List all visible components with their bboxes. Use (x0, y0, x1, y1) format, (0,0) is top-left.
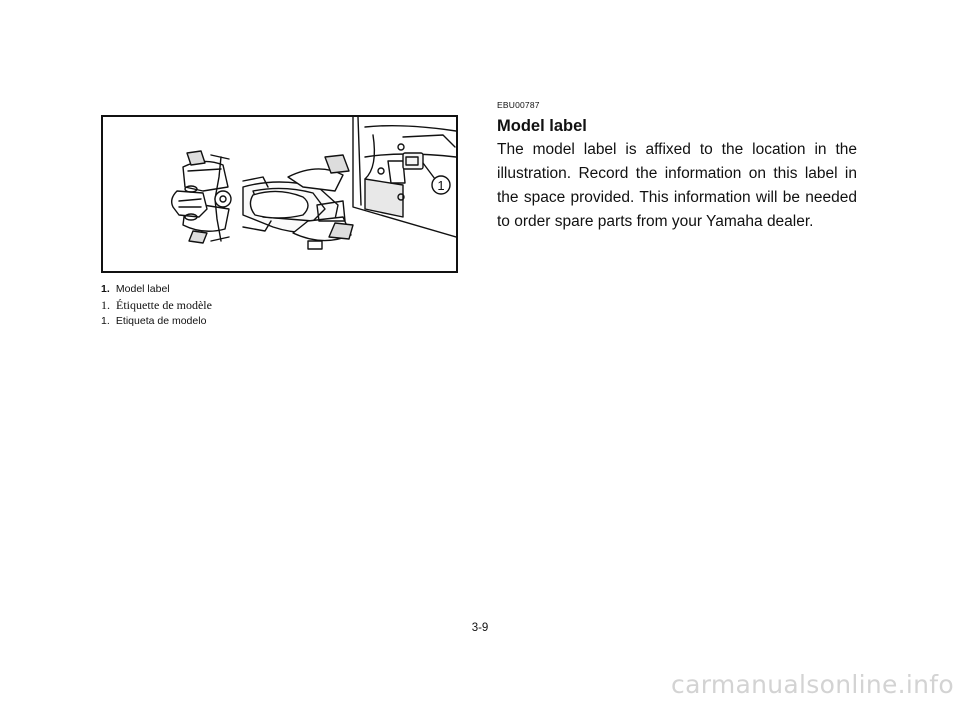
section-code: EBU00787 (497, 100, 540, 110)
caption-text: Etiqueta de modelo (115, 315, 207, 327)
caption-text: Model label (115, 283, 170, 295)
atv-top-view-icon (103, 117, 456, 271)
caption-number: 1. (101, 298, 110, 312)
caption-english (101, 281, 461, 297)
caption-french (101, 297, 461, 313)
page-number: 3-9 (471, 622, 489, 634)
section-heading: Model label (497, 117, 587, 135)
caption-spanish (101, 313, 461, 329)
watermark: carmanualsonline.info (671, 670, 954, 699)
section-body: The model label is affixed to the location in the illustration. Record the information on this label in the space provided. This information will be needed to order spare parts from your Yamaha dealer. (497, 141, 857, 230)
atv-illustration (101, 115, 458, 273)
model-label-section (497, 100, 857, 234)
caption-number: 1. (101, 315, 110, 327)
callout-number: 1 (437, 178, 445, 193)
figure-captions (101, 281, 461, 329)
caption-text: Étiquette de modèle (116, 298, 212, 312)
caption-number: 1. (101, 283, 110, 295)
